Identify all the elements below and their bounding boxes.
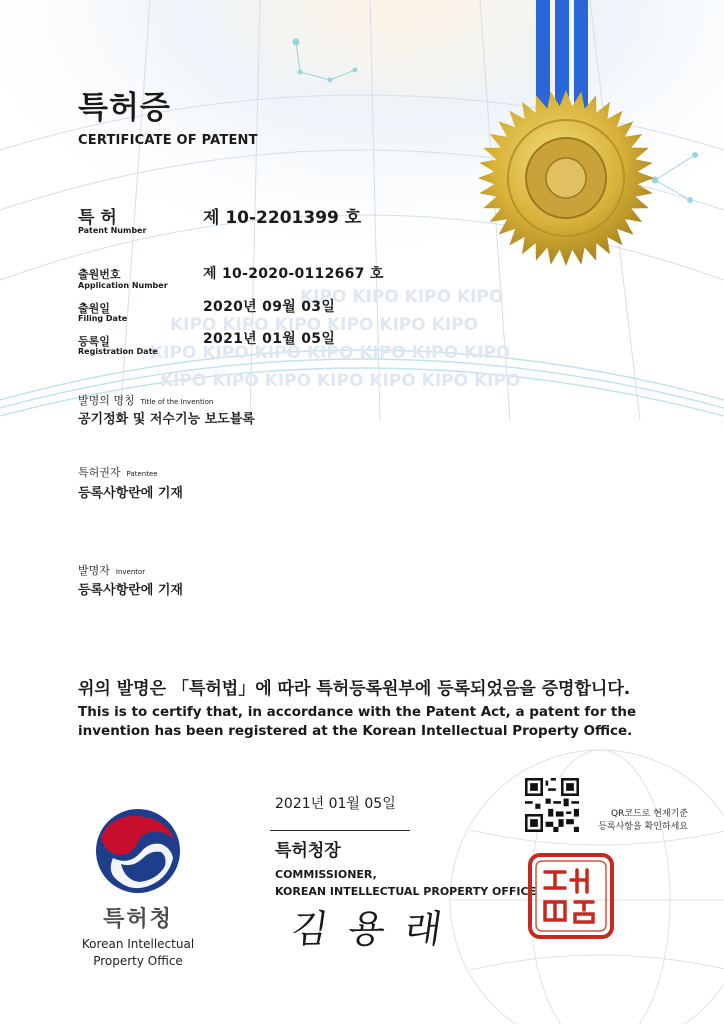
filing-date-value: 2020년 09월 03일	[203, 299, 336, 315]
application-number-label: 출원번호	[78, 268, 121, 281]
watermark-row-1: KIPO KIPO KIPO KIPO	[300, 287, 504, 307]
registration-date-value: 2021년 01월 05일	[203, 331, 336, 347]
application-number-label-en: Application Number	[78, 281, 168, 290]
invention-title: 공기정화 및 저수기능 보도블록	[78, 412, 255, 427]
commissioner-signature: 김 용 래	[288, 907, 449, 951]
certificate-title: 특허증	[78, 90, 171, 126]
certificate-title-en: CERTIFICATE OF PATENT	[78, 133, 258, 148]
patent-number-label: 특 허	[78, 208, 117, 228]
application-number-value: 제 10-2020-0112667 호	[203, 266, 384, 282]
certification-text-ko: 위의 발명은 「특허법」에 따라 특허등록원부에 등록되었음을 증명합니다.	[78, 679, 631, 699]
gold-seal-icon	[476, 88, 656, 268]
patent-number-label-en: Patent Number	[78, 226, 147, 235]
patent-number-value: 제 10-2201399 호	[203, 208, 362, 228]
patentee-label: 특허권자 Patentee	[78, 466, 158, 479]
qr-note: QR코드로 현재기준 등록사항을 확인하세요	[598, 809, 688, 832]
watermark-row-4: KIPO KIPO KIPO KIPO KIPO KIPO KIPO	[160, 371, 521, 391]
issuer-name-ko: 특허청	[103, 907, 173, 932]
certification-text-en-1: This is to certify that, in accordance with the Patent Act, a patent for the	[78, 704, 637, 720]
patentee-value: 등록사항란에 기재	[78, 486, 183, 501]
watermark-row-3: KIPO KIPO KIPO KIPO KIPO KIPO KIPO	[150, 343, 511, 363]
commissioner-divider	[270, 830, 410, 831]
registration-date-label: 등록일	[78, 335, 110, 348]
inventor-label: 발명자 Inventor	[78, 564, 146, 577]
filing-date-label: 출원일	[78, 302, 110, 315]
official-stamp-icon	[527, 852, 615, 940]
invention-label: 발명의 명칭 Title of the Invention	[78, 394, 214, 407]
issuer-name-en: Korean Intellectual Property Office	[81, 937, 195, 968]
registration-date-label-en: Registration Date	[78, 347, 158, 356]
inventor-value: 등록사항란에 기재	[78, 583, 183, 598]
commissioner-title-ko: 특허청장	[275, 841, 341, 861]
watermark-row-2: KIPO KIPO KIPO KIPO KIPO KIPO	[170, 315, 479, 335]
commissioner-title-en: COMMISSIONER, KOREAN INTELLECTUAL PROPERTY OFFICE	[275, 868, 537, 898]
filing-date-label-en: Filing Date	[78, 314, 128, 323]
kipo-logo-icon	[93, 806, 183, 896]
grant-date: 2021년 01월 05일	[275, 796, 396, 812]
certification-text-en-2: invention has been registered at the Korean Intellectual Property Office.	[78, 723, 633, 739]
